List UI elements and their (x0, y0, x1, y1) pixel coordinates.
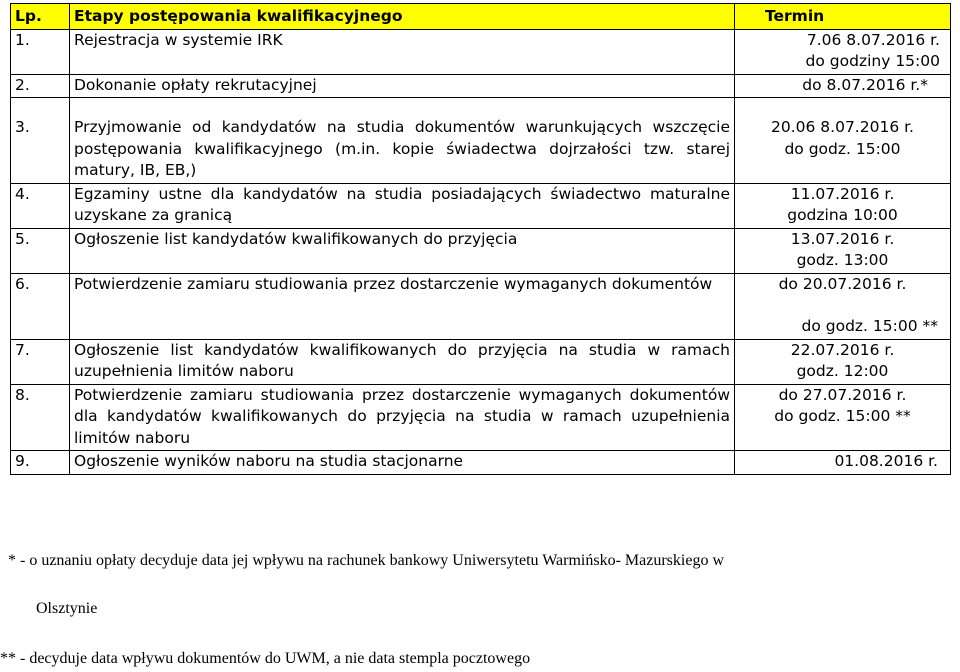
row-number: 8. (11, 384, 70, 451)
table-row (11, 339, 951, 384)
row-term (735, 183, 951, 228)
spacer-cell (11, 98, 70, 118)
table-row (11, 451, 951, 475)
row-term (735, 451, 951, 475)
row-term (735, 228, 951, 273)
term-line: 20.06 8.07.2016 r. (771, 118, 914, 136)
row-number: 3. (11, 117, 70, 183)
term-line: do 8.07.2016 r.* (802, 75, 928, 94)
row-step: Przyjmowanie od kandydatów na studia dokumentów warunkujących wszczęcie postępowania kwalifikacyjnego (m.in. kopie świadectwa dojrzałości tzw. starej matury, IB, EB,) (70, 117, 735, 183)
row-term (735, 74, 951, 98)
term-line: 01.08.2016 r. (834, 452, 938, 470)
row-step: Ogłoszenie wyników naboru na studia stacjonarne (70, 451, 735, 475)
row-step: Potwierdzenie zamiaru studiowania przez dostarczenie wymaganych dokumentów dla kandydatów kwalifikowanych do przyjęcia na studia w ramach uzupełnienia limitów naboru (70, 384, 735, 451)
term-line: godz. 13:00 (796, 251, 889, 269)
row-step: Rejestracja w systemie IRK (70, 29, 735, 74)
term-line (739, 295, 946, 316)
row-term (735, 273, 951, 339)
term-line: do 27.07.2016 r. (778, 385, 907, 404)
row-step: Potwierdzenie zamiaru studiowania przez dostarczenie wymaganych dokumentów (70, 273, 735, 339)
row-term (735, 339, 951, 384)
table-row (11, 117, 951, 183)
row-step: Egzaminy ustne dla kandydatów na studia posiadających świadectwo maturalne uzyskane za granicą (70, 183, 735, 228)
row-step: Dokonanie opłaty rekrutacyjnej (70, 74, 735, 98)
row-term (735, 384, 951, 451)
schedule-table (10, 3, 951, 475)
row-number: 2. (11, 74, 70, 98)
table-row (11, 29, 951, 74)
row-term (735, 29, 951, 74)
header-term: Termin (735, 4, 951, 30)
header-lp: Lp. (11, 4, 70, 30)
term-line: do godz. 15:00 ** (801, 317, 938, 335)
term-line: godz. 12:00 (796, 362, 889, 380)
spacer-cell (735, 98, 951, 118)
footnote-single-star-continued: Olsztynie (36, 600, 98, 617)
term-line: do godz. 15:00 (784, 139, 901, 158)
table-row (11, 384, 951, 451)
table-row (11, 273, 951, 339)
term-line: 13.07.2016 r. (790, 229, 895, 248)
term-line: 11.07.2016 r. (790, 184, 895, 203)
row-number: 5. (11, 228, 70, 273)
spacer-cell (70, 98, 735, 118)
row-number: 9. (11, 451, 70, 475)
row-number: 4. (11, 183, 70, 228)
term-line: 7.06 8.07.2016 r. (806, 30, 940, 49)
term-line: 22.07.2016 r. (790, 340, 895, 359)
term-line: do 20.07.2016 r. (778, 274, 907, 293)
row-number: 6. (11, 273, 70, 339)
term-line: do godziny 15:00 (805, 52, 940, 70)
row-step: Ogłoszenie list kandydatów kwalifikowanych do przyjęcia (70, 228, 735, 273)
row-term (735, 117, 951, 183)
header-step: Etapy postępowania kwalifikacyjnego (70, 4, 735, 30)
spacer-row (11, 98, 951, 118)
table-header-row (11, 4, 951, 30)
row-number: 1. (11, 29, 70, 74)
footnote-double-star: ** - decyduje data wpływu dokumentów do UWM, a nie data stempla pocztowego (0, 650, 531, 667)
row-number: 7. (11, 339, 70, 384)
footnote-single-star: * - o uznaniu opłaty decyduje data jej wpływu na rachunek bankowy Uniwersytetu Warmińsko- Mazurskiego w (8, 552, 724, 569)
table-row (11, 74, 951, 98)
term-line: do godz. 15:00 ** (774, 407, 911, 425)
term-line: godzina 10:00 (787, 206, 898, 224)
table-row (11, 228, 951, 273)
row-step: Ogłoszenie list kandydatów kwalifikowanych do przyjęcia na studia w ramach uzupełnienia limitów naboru (70, 339, 735, 384)
table-row (11, 183, 951, 228)
